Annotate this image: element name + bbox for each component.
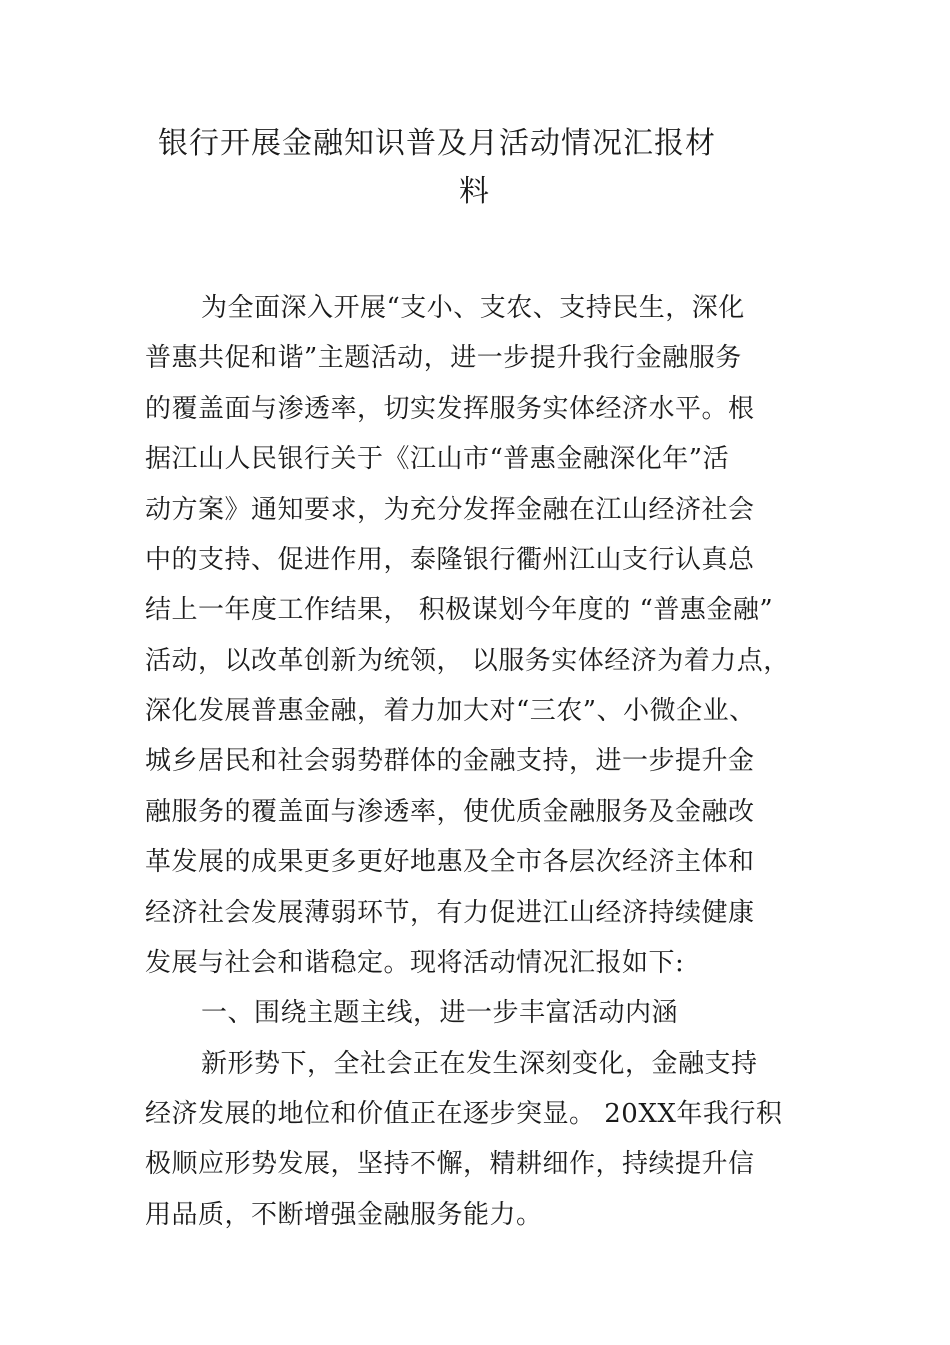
paragraph-line: 经济社会发展薄弱环节，有力促进江山经济持续健康 [145, 898, 755, 928]
paragraph-line: 极顺应形势发展，坚持不懈，精耕细作，持续提升信 [145, 1149, 755, 1179]
paragraph-line: 城乡居民和社会弱势群体的金融支持，进一步提升金 [145, 746, 755, 776]
paragraph-line: 深化发展普惠金融，着力加大对“三农”、小微企业、 [145, 696, 756, 726]
paragraph-line: 发展与社会和谐稳定。现将活动情况汇报如下: [145, 948, 685, 978]
paragraph-line: 新形势下，全社会正在发生深刻变化，金融支持 [201, 1049, 758, 1079]
section-heading: 一、围绕主题主线，进一步丰富活动内涵 [201, 998, 679, 1028]
document-title-line-1: 银行开展金融知识普及月活动情况汇报材 [158, 126, 716, 161]
paragraph-line: 据江山人民银行关于《江山市“普惠金融深化年”活 [145, 444, 730, 474]
document-title-line-2: 料 [459, 174, 490, 209]
paragraph-line: 为全面深入开展“支小、支农、支持民生，深化 [201, 293, 745, 323]
paragraph-line: 经济发展的地位和价值正在逐步突显。 20XX年我行积 [145, 1099, 783, 1129]
paragraph-line: 融服务的覆盖面与渗透率，使优质金融服务及金融改 [145, 797, 755, 827]
paragraph-line: 中的支持、促进作用，泰隆银行衢州江山支行认真总 [145, 545, 755, 575]
paragraph-line: 的覆盖面与渗透率，切实发挥服务实体经济水平。根 [145, 394, 755, 424]
paragraph-line: 活动，以改革创新为统领， 以服务实体经济为着力点， [145, 646, 790, 676]
paragraph-line: 结上一年度工作结果， 积极谋划今年度的 “普惠金融” [145, 595, 774, 625]
paragraph-line: 用品质，不断增强金融服务能力。 [145, 1200, 543, 1230]
paragraph-line: 动方案》通知要求，为充分发挥金融在江山经济社会 [145, 495, 755, 525]
paragraph-line: 普惠共促和谐”主题活动，进一步提升我行金融服务 [145, 343, 742, 373]
paragraph-line: 革发展的成果更多更好地惠及全市各层次经济主体和 [145, 847, 755, 877]
